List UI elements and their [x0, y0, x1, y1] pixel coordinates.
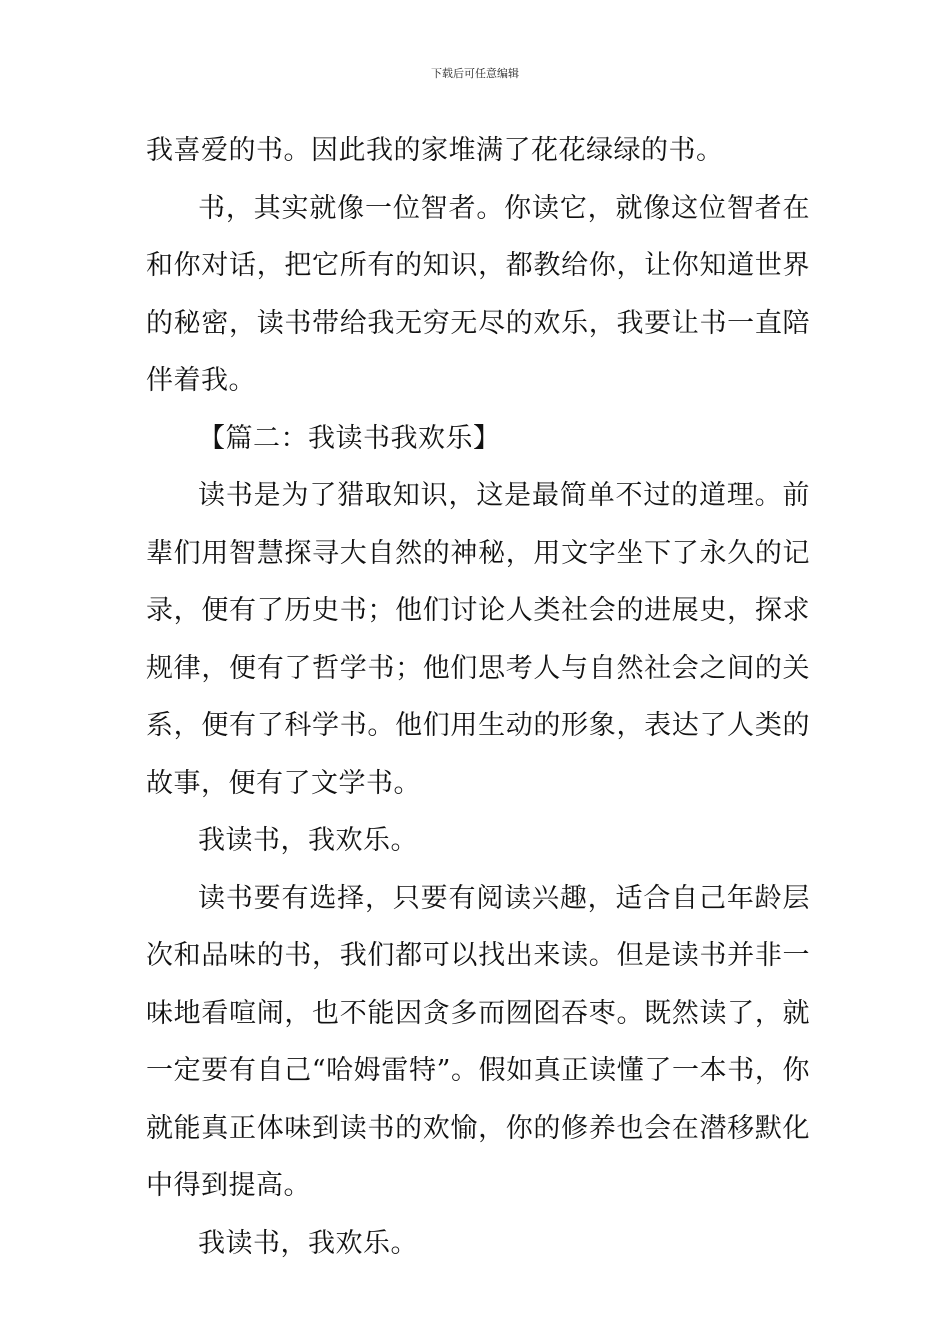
paragraph-refrain-2: 我读书，我欢乐。: [198, 1227, 418, 1259]
paragraph-refrain-1: 我读书，我欢乐。: [198, 825, 418, 856]
paragraph-choose-books: 读书要有选择，只要有阅读兴趣，适合自己年龄层次和品味的书，我们都可以找出来读。但是读书并非一味地看喧闹，也不能因贪多而囫囵吞枣。既然读了，就一定要有自己“哈姆雷特”。假如真正读懂了一本书，你就能真正体味到读书的欢愉，你的修养也会在潜移默化中得到提高。: [146, 882, 810, 1201]
paragraph-wise-man: 书，其实就像一位智者。你读它，就像这位智者在和你对话，把它所有的知识，都教给你，让你知道世界的秘密，读书带给我无穷无尽的欢乐，我要让书一直陪伴着我。: [146, 192, 810, 396]
paragraph-purpose-of-reading: 读书是为了猎取知识，这是最简单不过的道理。前辈们用智慧探寻大自然的神秘，用文字坐下了永久的记录，便有了历史书；他们讨论人类社会的进展史，探求规律，便有了哲学书；他们思考人与自然社会之间的关系，便有了科学书。他们用生动的形象，表达了人类的故事，便有了文学书。: [146, 480, 810, 799]
section-title: 【篇二：我读书我欢乐】: [198, 422, 501, 454]
paragraph-continuation: 我喜爱的书。因此我的家堆满了花花绿绿的书。: [146, 135, 724, 166]
page-header: 下载后可任意编辑: [431, 67, 519, 80]
document-body: [146, 122, 810, 1272]
